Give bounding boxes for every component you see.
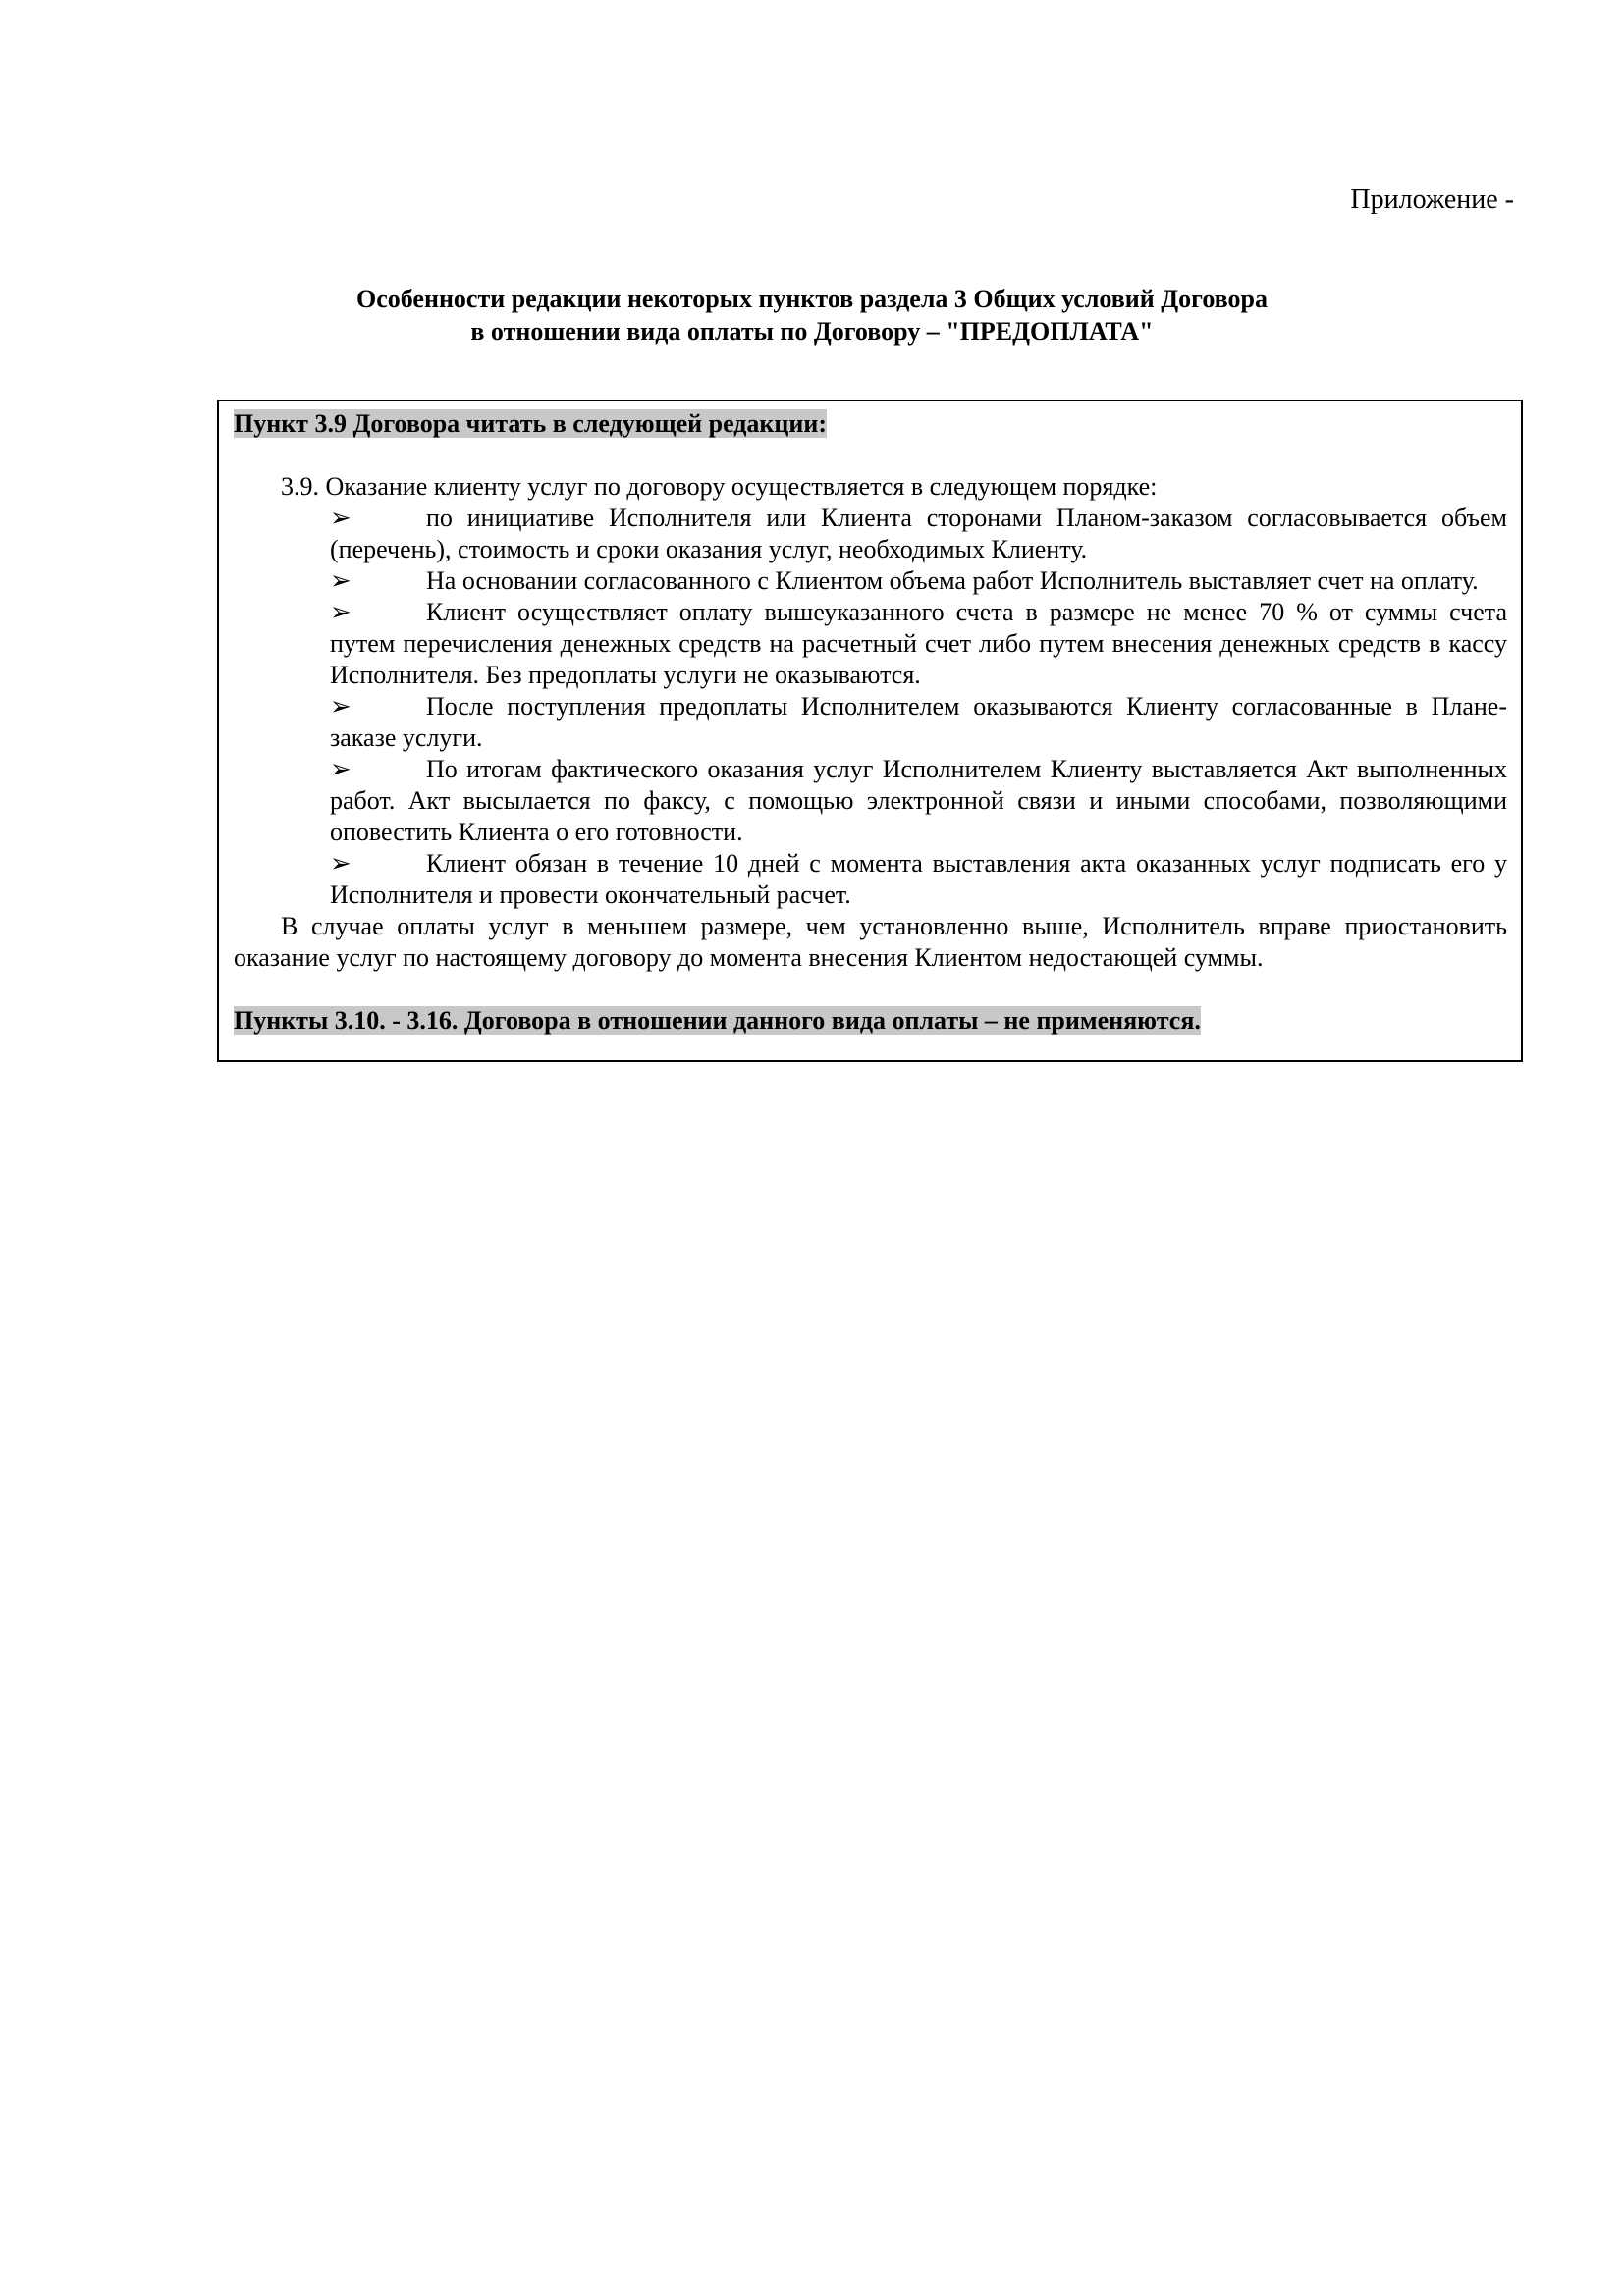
arrow-bullet-icon: ➢	[330, 598, 352, 626]
document-title-line-1: Особенности редакции некоторых пунктов раздела 3 Общих условий Договора	[356, 285, 1268, 313]
spacer	[234, 440, 1507, 471]
closing-paragraph: В случае оплаты услуг в меньшем размере, чем установленно выше, Исполнитель вправе приостановить оказание услуг по настоящему договору до момента внесения Клиентом недостающей суммы.	[234, 912, 1507, 972]
terms-footer-row	[234, 1005, 1507, 1037]
terms-footer: Пункты 3.10. - 3.16. Договора в отношении данного вида оплаты – не применяются.	[234, 1006, 1201, 1035]
bullet-item	[234, 503, 1507, 565]
bullet-item	[234, 691, 1507, 754]
bullet-text: Клиент осуществляет оплату вышеуказанного счета в размере не менее 70 % от суммы счета путем перечисления денежных средств на расчетный счет либо путем внесения денежных средств в кассу Исполнителя. Без предоплаты услуги не оказываются.	[330, 598, 1507, 689]
bullet-text: После поступления предоплаты Исполнителем оказываются Клиенту согласованные в Плане-заказе услуги.	[330, 692, 1507, 752]
spacer	[234, 974, 1507, 1005]
bullet-text: По итогам фактического оказания услуг Исполнителем Клиенту выставляется Акт выполненных работ. Акт высылается по факсу, с помощью электронной связи и иными способами, позволяющими оповестить Клиента о его готовности.	[330, 755, 1507, 846]
terms-box	[217, 400, 1523, 1062]
arrow-bullet-icon: ➢	[330, 849, 352, 878]
arrow-bullet-icon: ➢	[330, 566, 352, 595]
document-title-line-2: в отношении вида оплаты по Договору – "ПРЕДОПЛАТА"	[470, 317, 1154, 346]
arrow-bullet-icon: ➢	[330, 755, 352, 783]
appendix-label: Приложение -	[1350, 185, 1514, 215]
arrow-bullet-icon: ➢	[330, 692, 352, 721]
bullet-text: Клиент обязан в течение 10 дней с момента выставления акта оказанных услуг подписать его у Исполнителя и провести окончательный расчет.	[330, 849, 1507, 909]
bullet-item	[234, 597, 1507, 691]
clause-intro: 3.9. Оказание клиенту услуг по договору осуществляется в следующем порядке:	[281, 472, 1158, 501]
terms-heading: Пункт 3.9 Договора читать в следующей редакции:	[234, 409, 828, 438]
bullet-item	[234, 565, 1507, 597]
bullet-item	[234, 848, 1507, 911]
bullet-text: по инициативе Исполнителя или Клиента сторонами Планом-заказом согласовывается объем (перечень), стоимость и сроки оказания услуг, необходимых Клиенту.	[330, 504, 1507, 563]
bullet-text: На основании согласованного с Клиентом объема работ Исполнитель выставляет счет на оплату.	[426, 566, 1479, 595]
bullet-item	[234, 754, 1507, 848]
arrow-bullet-icon: ➢	[330, 504, 352, 532]
terms-heading-row	[234, 408, 1507, 440]
document-title	[0, 283, 1624, 347]
